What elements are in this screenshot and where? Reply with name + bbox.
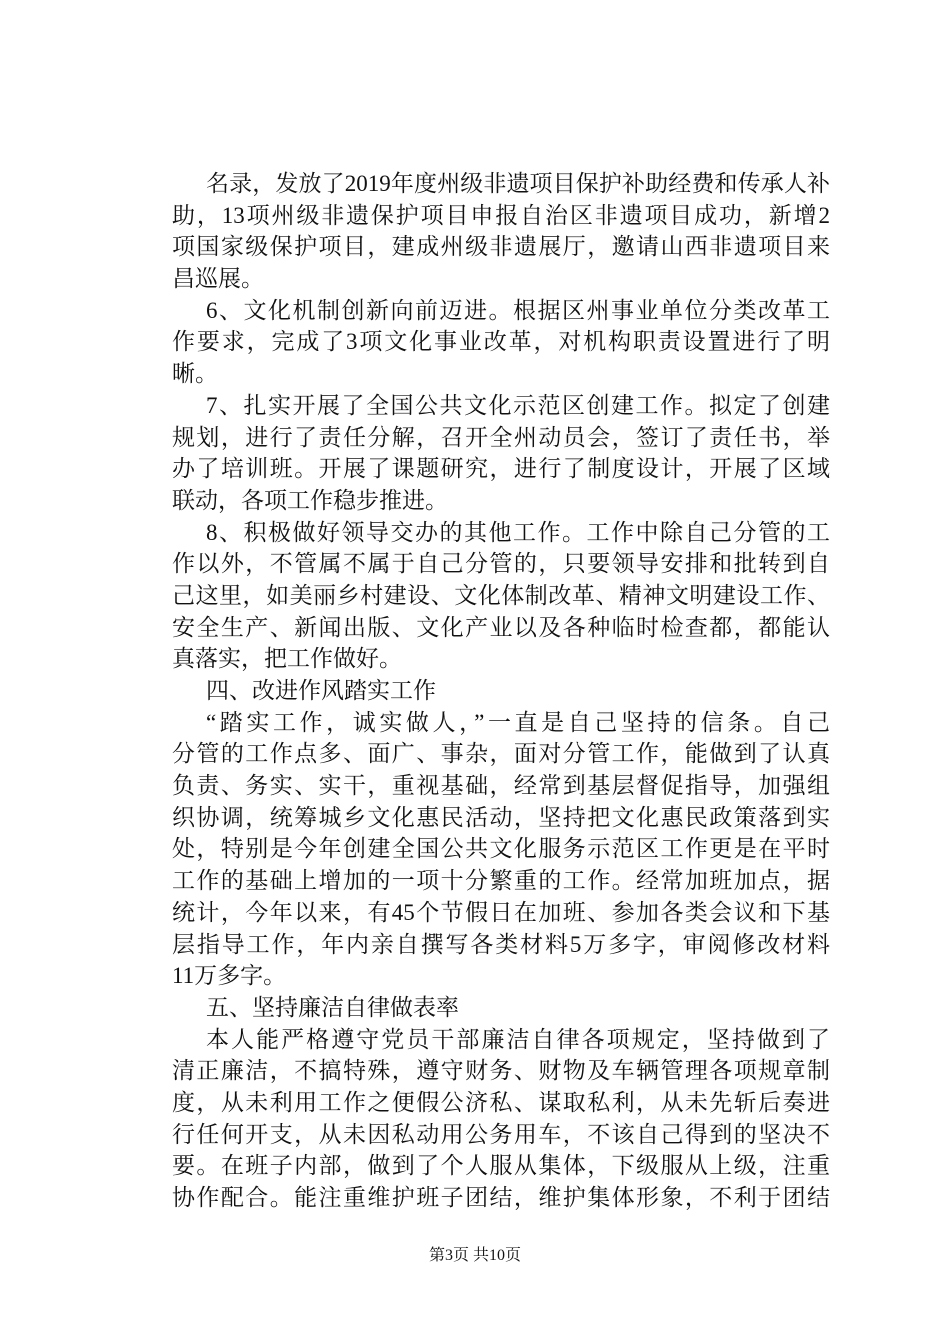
paragraph-line: 安全生产、新闻出版、文化产业以及各种临时检查都，都能认 — [172, 614, 830, 640]
paragraph-line: 助，13项州级非遗保护项目申报自治区非遗项目成功，新增2 — [172, 202, 830, 228]
paragraph-line: 统计，今年以来，有45个节假日在加班、参加各类会议和下基 — [172, 899, 830, 925]
paragraph-line: 办了培训班。开展了课题研究，进行了制度设计，开展了区域 — [172, 456, 830, 482]
paragraph-line: 行任何开支，从未因私动用公务用车，不该自己得到的坚决不 — [172, 1121, 830, 1147]
paragraph-line: 工作的基础上增加的一项十分繁重的工作。经常加班加点，据 — [172, 868, 830, 894]
paragraph-line: 11万多字。 — [172, 963, 287, 989]
paragraph-line: 6、文化机制创新向前迈进。根据区州事业单位分类改革工 — [206, 297, 830, 323]
paragraph-line: 要。在班子内部，做到了个人服从集体，下级服从上级，注重 — [172, 1153, 830, 1179]
paragraph-line: 织协调，统筹城乡文化惠民活动，坚持把文化惠民政策落到实 — [172, 804, 830, 830]
paragraph-line: 作要求，完成了3项文化事业改革，对机构职责设置进行了明 — [172, 329, 830, 355]
paragraph-line: 度，从未利用工作之便假公济私、谋取私利，从未先斩后奏进 — [172, 1089, 830, 1115]
paragraph-line: 本人能严格遵守党员干部廉洁自律各项规定，坚持做到了 — [206, 1026, 830, 1052]
paragraph-line: 8、积极做好领导交办的其他工作。工作中除自己分管的工 — [206, 519, 830, 545]
paragraph-line: 7、扎实开展了全国公共文化示范区创建工作。拟定了创建 — [206, 392, 830, 418]
paragraph-line: 联动，各项工作稳步推进。 — [172, 487, 448, 513]
document-body — [172, 168, 830, 1214]
paragraph-line: 协作配合。能注重维护班子团结，维护集体形象，不利于团结 — [172, 1185, 830, 1210]
paragraph-line: 晰。 — [172, 361, 218, 387]
paragraph-line: 层指导工作，年内亲自撰写各类材料5万多字，审阅修改材料 — [172, 931, 830, 957]
paragraph-line: 己这里，如美丽乡村建设、文化体制改革、精神文明建设工作、 — [172, 582, 830, 608]
paragraph-line: 项国家级保护项目，建成州级非遗展厅，邀请山西非遗项目来 — [172, 234, 830, 260]
paragraph-line: 处，特别是今年创建全国公共文化服务示范区工作更是在平时 — [172, 836, 830, 862]
paragraph-line: 分管的工作点多、面广、事杂，面对分管工作，能做到了认真 — [172, 741, 830, 767]
paragraph-line: 作以外，不管属不属于自己分管的，只要领导安排和批转到自 — [172, 551, 830, 577]
section-heading: 五、坚持廉洁自律做表率 — [206, 994, 459, 1020]
paragraph-line: “踏实工作，诚实做人，”一直是自己坚持的信条。自己 — [206, 709, 830, 735]
page-footer: 第3页 共10页 — [428, 1247, 521, 1264]
paragraph-line: 清正廉洁，不搞特殊，遵守财务、财物及车辆管理各项规章制 — [172, 1058, 830, 1084]
paragraph-line: 负责、务实、实干，重视基础，经常到基层督促指导，加强组 — [172, 773, 830, 799]
paragraph-line: 真落实，把工作做好。 — [172, 646, 402, 672]
section-heading: 四、改进作风踏实工作 — [206, 678, 436, 703]
paragraph-line: 昌巡展。 — [172, 266, 264, 292]
paragraph-line: 规划，进行了责任分解，召开全州动员会，签订了责任书，举 — [172, 424, 830, 450]
paragraph-line: 名录，发放了2019年度州级非遗项目保护补助经费和传承人补 — [206, 171, 830, 196]
